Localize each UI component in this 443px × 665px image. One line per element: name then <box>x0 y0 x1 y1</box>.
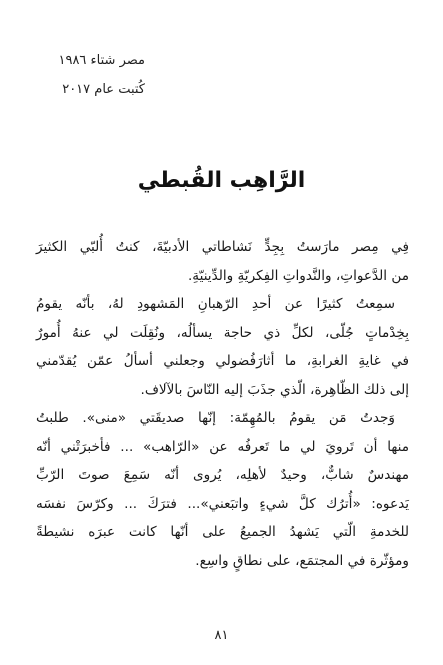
text-line: منها أن تَرويَ لي ما تَعرفُه عن «الرّاهب» ... فأخبرَتْني أنّه <box>36 438 409 455</box>
text-line: للخدمةِ الّتي يَشهدُ الجميعُ على أنّها كانت عبرَه نشيطةً <box>36 524 409 540</box>
text-line: بِخِدْماتٍ جُلّى، لكلِّ ذي حاجة يسألُه، ونُقِلَت لي عنهُ أُمورٌ <box>36 324 409 341</box>
chapter-body <box>36 233 409 575</box>
text-line: من الدَّعواتِ، والنَّدواتِ الفِكريّةِ والدِّينيّةِ. <box>187 267 409 284</box>
text-line: وَجدتُ مَن يقومُ بالمُهِمّة: إنّها صديقَتي «منى». طلبتُ <box>36 410 395 426</box>
text-line: في غايةِ الغرابةِ، ما أثارَفُضولي وجعلني أسألُ عمّن يُقدّمني <box>36 353 409 369</box>
page-number: ٨١ <box>214 628 229 643</box>
paragraph-3 <box>36 404 409 575</box>
text-line: يَدعوه: «أُترُك كلَّ شيءٍ واتبَعني»... فترَكَ ... وكرّسَ نفسَه <box>36 495 409 512</box>
text-line: سمِعتُ كثيرًا عن أحدِ الرّهبانِ المَشهودِ لهُ، بأنّه يقومُ <box>36 296 395 312</box>
text-line: إلى ذلك الظّاهِرة، الّذي جذَبَ إليه النّاسَ بالآلاف. <box>140 381 409 398</box>
text-line: ومؤثّرة في المجتمَع، على نطاقٍ واسِع. <box>195 552 409 569</box>
chapter-title: الرَّاهِب القُبطي <box>137 168 306 193</box>
text-line: مهندسٌ شابٌّ، وحيدٌ لأهلِه، يُروى أنّه سَمِعَ صوتَ الرّبِّ <box>36 467 409 483</box>
paragraph-2 <box>36 290 409 404</box>
date-line-written-place: مصر شتاء ١٩٨٦ <box>58 53 145 68</box>
date-line-written-year: كُتبت عام ٢٠١٧ <box>62 82 145 97</box>
date-notes <box>15 46 145 104</box>
paragraph-1 <box>36 233 409 290</box>
text-line: فِي مِصر مارَستُ بِجِدٍّ نَشاطاتي الأدبيّةَ، كنتُ أُلبّي الكثيرَ <box>36 239 409 255</box>
